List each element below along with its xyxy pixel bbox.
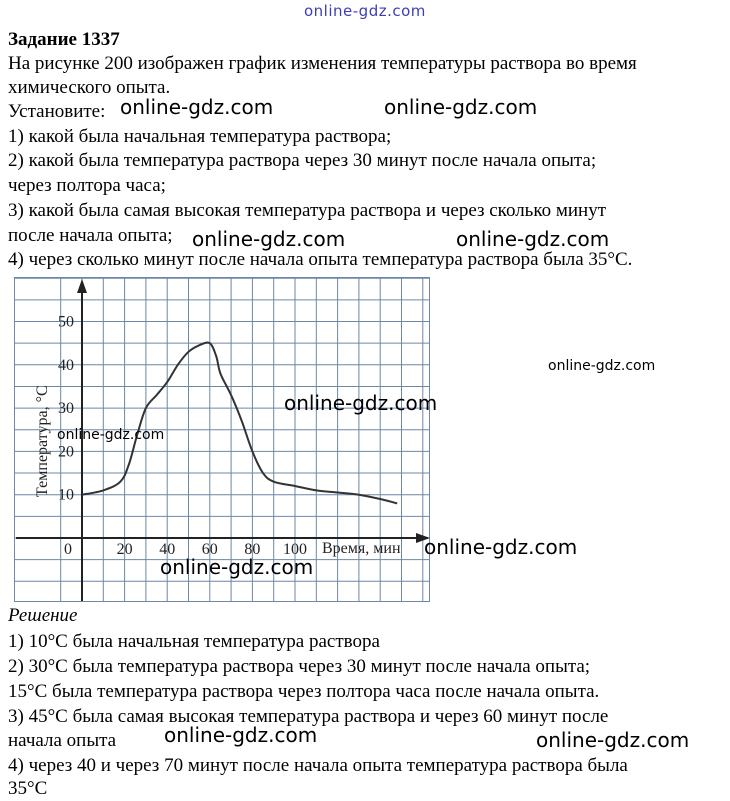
problem-line: после начала опыта;	[8, 225, 173, 246]
solution-heading: Решение	[8, 605, 78, 626]
y-tick-label: 30	[58, 400, 74, 418]
y-tick-label: 40	[58, 356, 74, 374]
problem-line: Установите:	[8, 101, 106, 122]
x-tick-label: 100	[283, 541, 307, 558]
y-tick-label: 20	[58, 443, 74, 461]
watermark: online-gdz.com	[536, 728, 690, 752]
problem-title: Задание 1337	[8, 29, 120, 50]
watermark: online-gdz.com	[384, 95, 538, 119]
problem-line: через полтора часа;	[8, 175, 166, 196]
solution-line: 3) 45°С была самая высокая температура раствора и через 60 минут после	[8, 706, 609, 727]
problem-line: 1) какой была начальная температура раствора;	[8, 126, 392, 147]
solution-line: 15°С была температура раствора через полтора часа после начала опыта.	[8, 681, 600, 702]
x-tick-label: 40	[159, 541, 176, 558]
problem-line: 3) какой была самая высокая температура раствора и через сколько минут	[8, 200, 607, 221]
solution-line: 1) 10°С была начальная температура раствора	[8, 631, 380, 652]
y-tick-label: 10	[58, 486, 74, 504]
y-tick-label: 50	[58, 313, 74, 331]
solution-line: начала опыта	[8, 730, 117, 751]
x-tick-label: 60	[201, 541, 218, 558]
x-tick-label: 80	[244, 541, 261, 558]
solution-line: 4) через 40 и через 70 минут после начала опыта температура раствора была	[8, 755, 628, 776]
watermark: online-gdz.com	[548, 358, 656, 374]
x-tick-label: 0	[64, 541, 72, 558]
x-axis-label: Время, мин	[322, 540, 401, 557]
watermark: online-gdz.com	[164, 723, 318, 747]
x-tick-label: 20	[116, 541, 133, 558]
watermark: online-gdz.com	[57, 427, 165, 443]
problem-line: На рисунке 200 изображен график изменения температуры раствора во время	[8, 53, 637, 74]
problem-line: 4) через сколько минут после начала опыта температура раствора была 35°С.	[8, 249, 633, 270]
watermark: online-gdz.com	[284, 391, 438, 415]
problem-line: химического опыта.	[8, 77, 171, 98]
watermark: online-gdz.com	[160, 555, 314, 579]
watermark-top: online-gdz.com	[304, 2, 426, 20]
solution-line: 2) 30°С была температура раствора через 30 минут после начала опыта;	[8, 656, 591, 677]
watermark: online-gdz.com	[120, 95, 274, 119]
solution-line: 35°С	[8, 778, 48, 799]
y-axis-label: Температура, °С	[34, 385, 51, 497]
watermark: online-gdz.com	[192, 227, 346, 251]
problem-line: 2) какой была температура раствора через 30 минут после начала опыта;	[8, 150, 597, 171]
watermark: online-gdz.com	[424, 535, 578, 559]
watermark: online-gdz.com	[456, 227, 610, 251]
